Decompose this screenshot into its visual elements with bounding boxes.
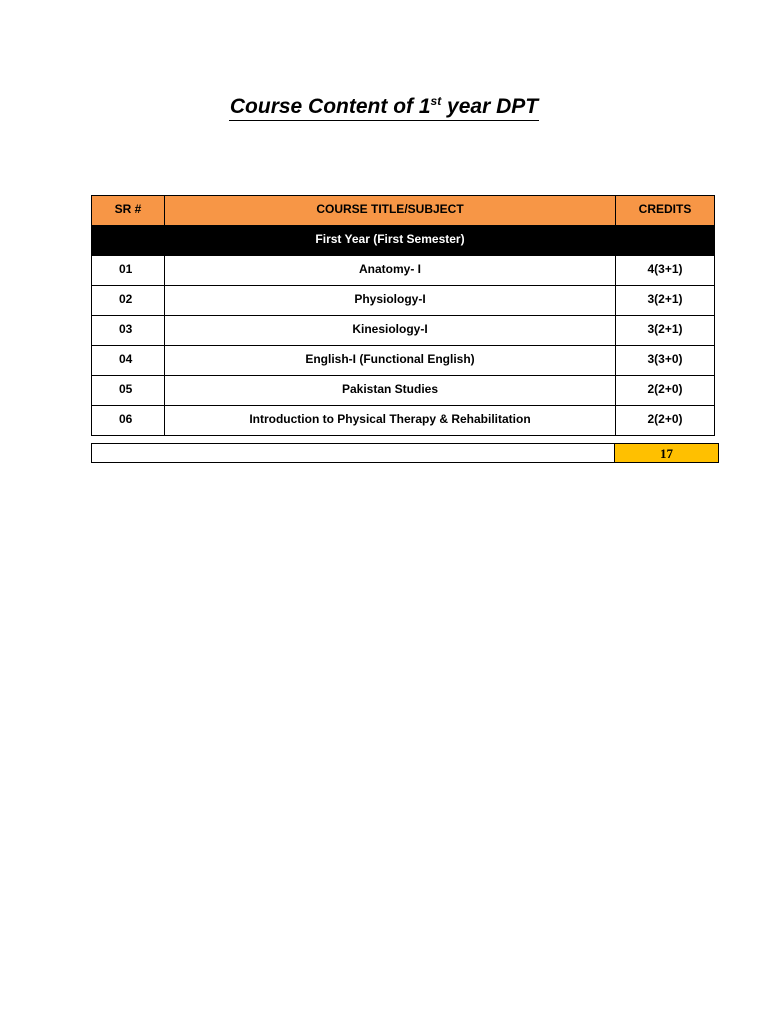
page-title [0, 92, 768, 122]
row-credits: 3(2+1) [616, 316, 715, 346]
table-row [92, 406, 715, 436]
row-course: Physiology-I [165, 286, 616, 316]
row-credits: 2(2+0) [616, 406, 715, 436]
table-header-row [92, 196, 715, 226]
table-row [92, 316, 715, 346]
semester-label: First Year (First Semester) [165, 226, 616, 256]
row-credits: 3(3+0) [616, 346, 715, 376]
table-row [92, 286, 715, 316]
semester-sr-blank [92, 226, 165, 256]
row-course: Introduction to Physical Therapy & Rehabilitation [165, 406, 616, 436]
course-table [91, 195, 715, 436]
row-credits: 3(2+1) [616, 286, 715, 316]
row-course: Pakistan Studies [165, 376, 616, 406]
row-course: English-I (Functional English) [165, 346, 616, 376]
row-sr: 02 [92, 286, 165, 316]
row-sr: 05 [92, 376, 165, 406]
title-suffix: year DPT [441, 95, 539, 118]
semester-credits-blank [616, 226, 715, 256]
row-credits: 4(3+1) [616, 256, 715, 286]
total-label-blank [92, 444, 615, 463]
row-sr: 06 [92, 406, 165, 436]
header-credits: CREDITS [616, 196, 715, 226]
semester-row [92, 226, 715, 256]
row-course: Anatomy- I [165, 256, 616, 286]
table-row [92, 376, 715, 406]
row-sr: 04 [92, 346, 165, 376]
row-sr: 03 [92, 316, 165, 346]
row-credits: 2(2+0) [616, 376, 715, 406]
row-sr: 01 [92, 256, 165, 286]
table-row [92, 346, 715, 376]
table-row [92, 256, 715, 286]
total-row-table [91, 443, 719, 463]
title-superscript: st [430, 94, 442, 108]
title-prefix: Course Content of 1 [229, 95, 431, 118]
header-sr: SR # [92, 196, 165, 226]
page-title-text [229, 94, 539, 121]
total-credits: 17 [615, 444, 719, 463]
row-course: Kinesiology-I [165, 316, 616, 346]
header-course-title: COURSE TITLE/SUBJECT [165, 196, 616, 226]
total-row [92, 444, 719, 463]
